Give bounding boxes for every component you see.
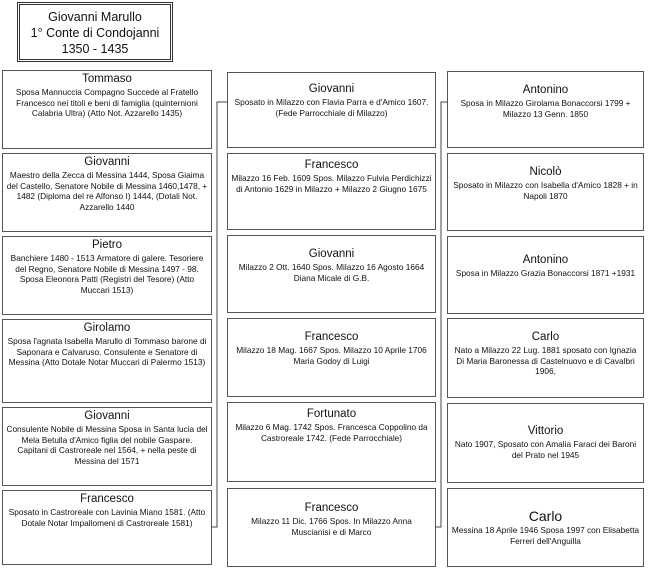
- person-name: Francesco: [304, 502, 359, 514]
- person-name: Francesco: [304, 331, 359, 343]
- person-details: Milazzo 11 Dic. 1766 Spos. In Milazzo Anna Muscianisi e di Marco: [251, 516, 412, 537]
- person-card-giovanni-3: [227, 72, 436, 148]
- connector-col2-to-col3: [436, 102, 447, 527]
- person-name: Vittorio: [527, 425, 564, 437]
- founder-dates: 1350 - 1435: [61, 42, 129, 56]
- person-name: Carlo: [528, 508, 563, 524]
- person-card-antonino-1: [447, 71, 644, 148]
- person-card-giovanni-2: [2, 407, 212, 486]
- person-card-nicolo: [447, 153, 644, 231]
- person-name: Antonino: [522, 254, 569, 266]
- person-card-carlo-1: [447, 318, 644, 398]
- person-details: Sposato in Castroreale con Lavinia Miano 1581. (Atto Dotale Notar Impallomeni di Castroreale 1581): [8, 507, 206, 528]
- person-details: Nato a Milazzo 22 Lug. 1881 sposato con Ignazia Di Maria Baronessa di Castelnuovo e di Cavalbri 1906,: [454, 345, 637, 376]
- person-details: Maestro della Zecca di Messina 1444, Sposa Giaima del Castello, Senatore Nobile di Messina 1460,1478, + 1482 (Diploma del re Alfonso I) 1444, (Dotali Not. Azzarello 1440: [6, 170, 208, 212]
- person-details: Sposato in Milazzo con Isabella d'Amico 1828 + in Napoli 1870: [453, 180, 638, 201]
- person-name: Nicolò: [529, 166, 562, 178]
- person-details: Milazzo 2 Ott. 1640 Spos. Milazzo 16 Agosto 1664 Diana Micale di G.B.: [238, 262, 425, 283]
- person-name: Giovanni: [84, 156, 130, 168]
- person-name: Antonino: [522, 84, 569, 96]
- person-details: Sposa l'agnata Isabella Marullo di Tommaso barone di Saponara e Calvaruso. Consulente e Senatore di Messina (Atto Dotale Notar Muccari di Palermo 1513): [7, 336, 207, 367]
- person-details: Sposa in Milazzo Girolama Bonaccorsi 1799 + Milazzo 13 Genn. 1850: [460, 98, 631, 119]
- founder-title: 1° Conte di Condojanni: [30, 26, 160, 40]
- person-details: Milazzo 18 Mag. 1667 Spos. Milazzo 10 Aprile 1706 Maria Godoy di Luigi: [236, 345, 427, 366]
- person-details: Banchiere 1480 - 1513 Armatore di galere. Tesoriere del Regno, Senatore Nobile di Messina 1497 - 98. Sposa Eleonora Patti (Registri del Tesore) (Atto Muccari 1513): [10, 253, 204, 295]
- person-name: Girolamo: [83, 322, 131, 334]
- person-details: Sposato in Milazzo con Flavia Parra e d'Amico 1607. (Fede Parrocchiale di Milazzo): [234, 97, 429, 118]
- person-card-giovanni-4: [227, 235, 436, 313]
- person-name: Tommaso: [82, 73, 132, 85]
- person-details: Nato 1907, Sposato con Amalia Faraci dei Baroni del Prato nel 1945: [454, 439, 637, 460]
- person-name: Giovanni: [84, 410, 130, 422]
- person-card-francesco-1: [2, 490, 212, 565]
- person-name: Giovanni: [308, 248, 355, 260]
- person-details: Consulente Nobile di Messina Sposa in Santa lucia del Mela Betulla d'Amico figlia del nobile Gaspare. Capitani di Castroreale nel 1564, + nella peste di Messina del 1571: [6, 424, 208, 466]
- person-name: Francesco: [80, 493, 134, 505]
- person-details: Milazzo 6 Mag. 1742 Spos. Francesca Coppolino da Castroreale 1742. (Fede Parrocchiale): [235, 422, 428, 443]
- person-card-giovanni-1: [2, 153, 212, 232]
- person-details: Milazzo 16 Feb. 1609 Spos. Milazzo Fulvia Perdichizzi di Antonio 1629 in Milazzo + Milazzo 2 Giugno 1675: [231, 173, 432, 194]
- person-card-francesco-3: [227, 318, 436, 397]
- person-details: Sposa in Milazzo Grazia Bonaccorsi 1871 +1931: [455, 268, 636, 278]
- person-details: Messina 18 Aprile 1946 Sposa 1997 con Elisabetta Ferreri dell'Anguilla: [451, 525, 640, 546]
- person-card-vittorio: [447, 403, 644, 483]
- person-name: Giovanni: [308, 83, 355, 95]
- person-name: Francesco: [304, 159, 359, 171]
- person-details: Sposa Mannuccia Compagno Succede al Fratello Francesco nei titoli e beni di famiglia (quinternioni Calabria Ultra) (Atto Not. Azzarello 1435): [15, 87, 199, 118]
- person-name: Fortunato: [306, 408, 357, 420]
- person-card-tommaso: [2, 70, 212, 149]
- person-card-francesco-2: [227, 153, 436, 230]
- person-card-carlo-2: [447, 488, 644, 567]
- connector-col1-to-col2: [212, 102, 227, 527]
- person-card-antonino-2: [447, 236, 644, 314]
- founder-name: Giovanni Marullo: [48, 10, 142, 24]
- person-name: Carlo: [531, 331, 560, 343]
- person-card-francesco-4: [227, 488, 436, 567]
- person-card-girolamo: [2, 319, 212, 403]
- person-card-pietro: [2, 236, 212, 315]
- person-card-fortunato: [227, 402, 436, 482]
- person-name: Pietro: [91, 239, 123, 251]
